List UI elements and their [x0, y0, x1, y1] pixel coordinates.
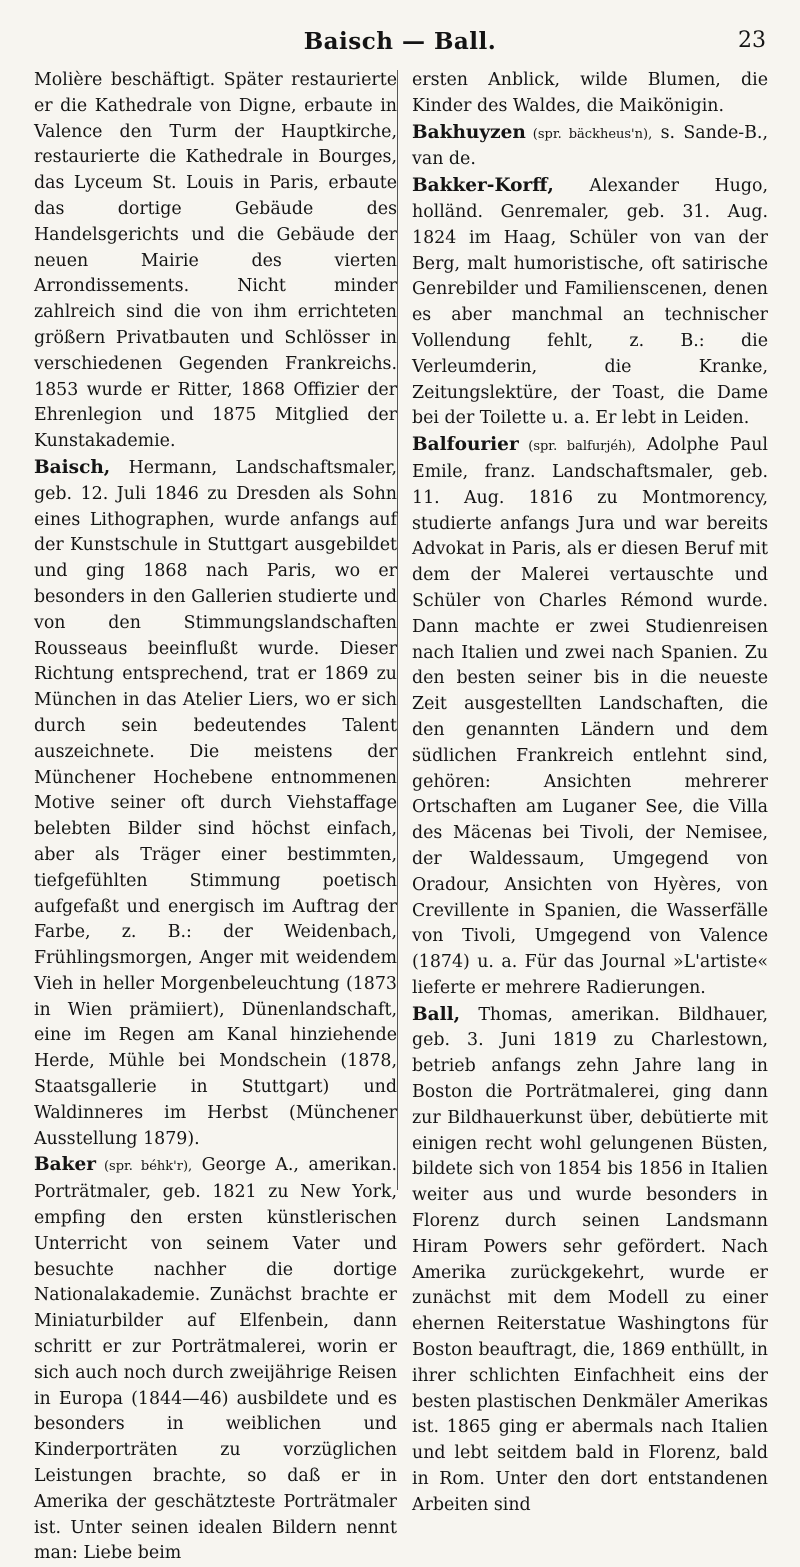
page-number: 23 [738, 28, 766, 53]
entry-lemma: Balfourier [412, 434, 519, 456]
entry-lemma: Bakhuyzen [412, 121, 526, 143]
continuation-text: Molière beschäftigt. Später restaurierte er die Kathedrale von Digne, erbaute in Valence den Turm der Hauptkirche, restaurierte die Kathedrale in Bourges, das Lyceum St. Louis in Paris, erbaute das dortige Gebäude des Handelsgerichts und die Gebäude der neuen Mairie des vierten Arrondissements. Nicht minder zahlreich sind die von ihm errichteten größern Privatbauten und Schlösser in verschiedenen Gegenden Frankreichs. 1853 wurde er Ritter, 1868 Offizier der Ehrenlegion und 1875 Mitglied der Kunstakademie. [34, 70, 397, 452]
entry-pronunciation: (spr. béhk'r), [95, 1159, 193, 1175]
continuation-text: ersten Anblick, wilde Blumen, die Kinder des Waldes, die Maikönigin. [412, 70, 768, 116]
entry-balfourier [412, 432, 768, 1002]
right-column [412, 68, 768, 1519]
page-title: Baisch — Ball. [303, 28, 497, 55]
entry-lemma: Baker [34, 1154, 96, 1176]
entry-text: Alexander Hugo, holländ. Genremaler, geb. 31. Aug. 1824 im Haag, Schüler von van der Berg, malt humoristische, oft satirische Genrebilder und Familienscenen, denen es aber manchmal an technischer Vollendung fehlt, z. B.: die Verleumderin, die Kranke, Zeitungslektüre, der Toast, die Dame bei der Toilette u. a. Er lebt in Leiden. [412, 176, 768, 429]
column-divider [397, 70, 398, 1190]
entry-baker [34, 1152, 397, 1567]
entry-lemma: Baisch, [34, 456, 111, 478]
entry-bakhuyzen [412, 120, 768, 174]
entry-pronunciation: (spr. bäckheus'n), [525, 126, 653, 142]
entry-bakker-korff [412, 173, 768, 432]
entry-lemma: Bakker-Korff, [412, 175, 554, 197]
left-column [34, 68, 397, 1567]
entry-baisch [34, 455, 397, 1153]
entry-text: Hermann, Landschaftsmaler, geb. 12. Juli 1846 zu Dresden als Sohn eines Lithographen, wurde anfangs auf der Kunstschule in Stuttgart ausgebildet und ging 1868 nach Paris, wo er besonders in den Gallerien studierte und von den Stimmungslandschaften Rousseaus beeinflußt wurde. Dieser Richtung entsprechend, trat er 1869 zu München in das Atelier Liers, wo er sich durch sein bedeutendes Talent auszeichnete. Die meistens der Münchener Hochebene entnommenen Motive seiner oft durch Viehstaffage belebten Bilder sind höchst einfach, aber als Träger einer bestimmten, tiefgefühlten Stimmung poetisch aufgefaßt und energisch im Auftrag der Farbe, z. B.: der Weidenbach, Frühlingsmorgen, Anger mit weidendem Vieh in heller Morgenbeleuchtung (1873 in Wien prämiiert), Dünenlandschaft, eine im Regen am Kanal hinziehende Herde, Mühle bei Mondschein (1878, Staatsgallerie in Stuttgart) und Waldinneres im Herbst (Münchener Ausstellung 1879). [34, 457, 397, 1149]
entry-pronunciation: (spr. balfurjéh), [518, 439, 636, 455]
entry-text: Adolphe Paul Emile, franz. Landschaftsmaler, geb. 11. Aug. 1816 zu Montmorency, studierte anfangs Jura und war bereits Advokat in Paris, als er diesen Beruf mit dem der Malerei vertauschte und Schüler von Charles Rémond wurde. Dann machte er zwei Studienreisen nach Italien und zwei nach Spanien. Zu den besten seiner bis in die neueste Zeit ausgestellten Landschaften, die den genannten Ländern und dem südlichen Frankreich entlehnt sind, gehören: Ansichten mehrerer Ortschaften am Luganer See, die Villa des Mäcenas bei Tivoli, der Nemisee, der Waldessaum, Umgegend von Oradour, Ansichten von Hyères, von Crevillente in Spanien, die Wasserfälle von Tivoli, Umgegend von Valence (1874) u. a. Für das Journal »L'artiste« lieferte er mehrere Radierungen. [412, 435, 768, 998]
entry-ball [412, 1002, 768, 1519]
entry-text: George A., amerikan. Porträtmaler, geb. 1821 zu New York, empfing den ersten künstlerischen Unterricht von seinem Vater und besuchte nachher die dortige Nationalakademie. Zunächst brachte er Miniaturbilder auf Elfenbein, dann schritt er zur Porträtmalerei, worin er sich auch noch durch zweijährige Reisen in Europa (1844—46) ausbildete und es besonders in weiblichen und Kinderporträten zu vorzüglichen Leistungen brachte, so daß er in Amerika der geschätzteste Porträtmaler ist. Unter seinen idealen Bildern nennt man: Liebe beim [34, 1155, 397, 1564]
entry-text: s. Sande-B., van de. [412, 122, 768, 170]
entry-text: Thomas, amerikan. Bildhauer, geb. 3. Juni 1819 zu Charlestown, betrieb anfangs zehn Jahre lang in Boston die Porträtmalerei, ging dann zur Bildhauerkunst über, debütierte mit einigen recht wohl gelungenen Büsten, bildete sich von 1854 bis 1856 in Italien weiter aus und wurde besonders in Florenz durch seinen Landsmann Hiram Powers sehr gefördert. Nach Amerika zurückgekehrt, wurde er zunächst mit dem Modell zu einer ehernen Reiterstatue Washingtons für Boston beauftragt, die, 1869 enthüllt, in ihrer schlichten Einfachheit eins der besten plastischen Denkmäler Amerikas ist. 1865 ging er abermals nach Italien und lebt seitdem bald in Florenz, bald in Rom. Unter den dort entstandenen Arbeiten sind [412, 1004, 768, 1515]
running-header [34, 28, 766, 62]
entry-lemma: Ball, [412, 1003, 461, 1025]
